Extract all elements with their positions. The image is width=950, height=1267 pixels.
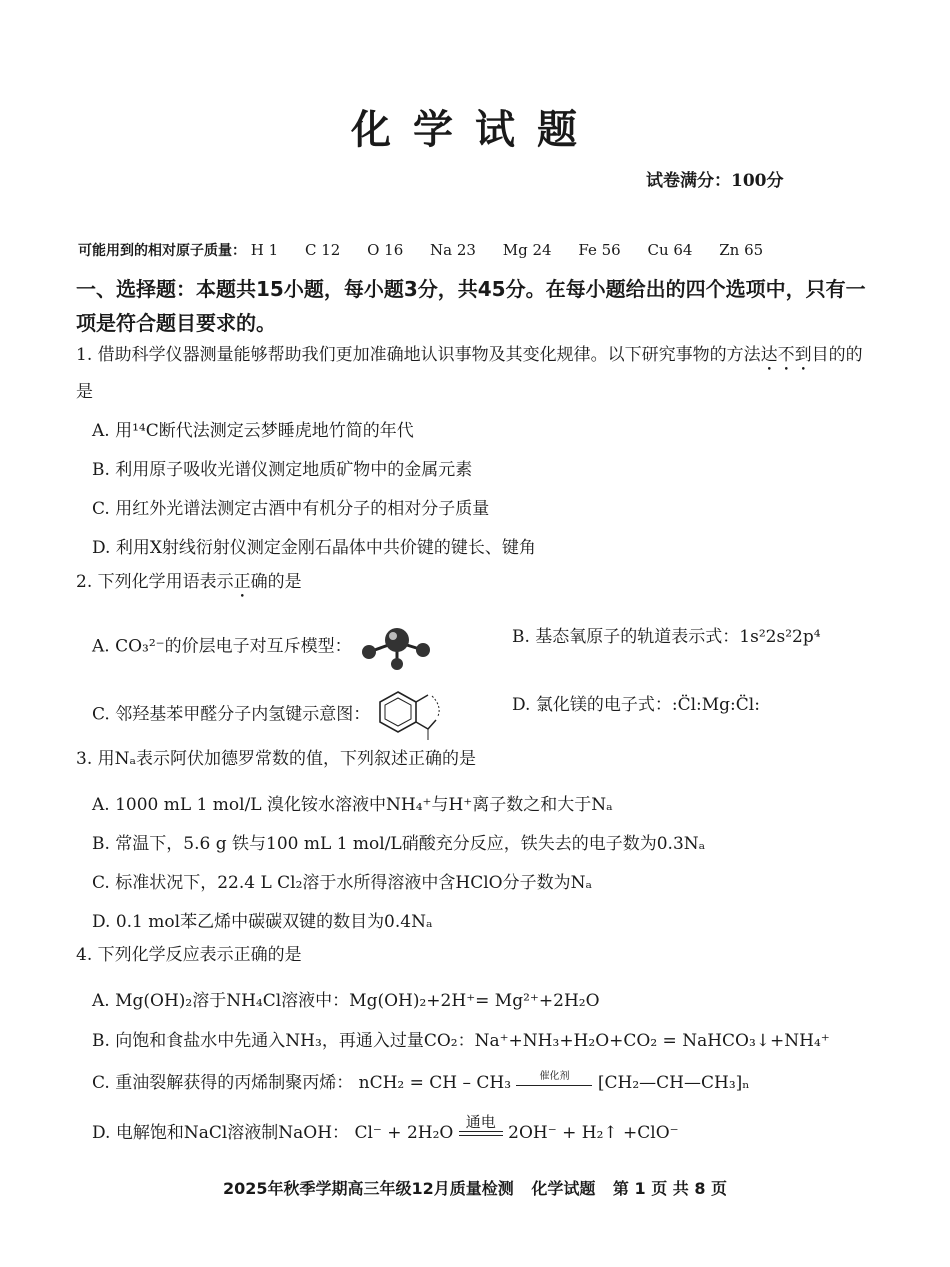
element-mass: Cu 64 [647,241,693,259]
question-4-option-c-product: [CH₂—CH—CH₃]ₙ [597,1073,750,1093]
question-2-option-d-text: D. 氯化镁的电子式： [512,695,672,715]
page-footer [0,1176,950,1199]
reaction-arrow [516,1071,592,1086]
question-4-option-b: B. 向饱和食盐水中先通入NH₃，再通入过量CO₂：Na⁺+NH₃+H₂O+CO₂ = NaHCO₃↓+NH₄⁺ [92,1031,830,1051]
question-2-text-a: 2. 下列化学用语表示 [76,572,234,592]
question-4-option-a: A. Mg(OH)₂溶于NH₄Cl溶液中：Mg(OH)₂+2H⁺= Mg²⁺+2H₂O [92,991,600,1011]
question-2-option-b: B. 基态氧原子的轨道表示式：1s²2s²2p⁴ [512,627,821,647]
element-mass: Zn 65 [719,241,764,259]
vsepr-model-icon [357,622,437,672]
question-1-option-c: C. 用红外光谱法测定古酒中有机分子的相对分子质量 [92,499,490,519]
electrolysis-condition: 通电 [465,1113,496,1131]
question-3-option-d: D. 0.1 mol苯乙烯中碳碳双键的数目为0.4Nₐ [92,912,433,932]
page-title: 化学试题 [351,107,599,153]
question-3-stem: 3. 用Nₐ表示阿伏加德罗常数的值，下列叙述正确的是 [76,749,477,769]
element-mass: Na 23 [430,241,476,259]
question-1-emphasis: 达不到 [760,345,812,365]
question-1-stem [76,338,876,409]
question-3-option-b: B. 常温下，5.6 g 铁与100 mL 1 mol/L硝酸充分反应，铁失去的电子数为0.3Nₐ [92,834,706,854]
question-2-option-c-text: C. 邻羟基苯甲醛分子内氢键示意图： [92,704,371,725]
question-4-option-c-reactant: nCH₂ = CH – CH₃ [358,1073,512,1093]
question-1-text-b: 目的的是 [76,345,863,402]
footer-subject: 化学试题 [531,1179,596,1198]
question-1-option-d: D. 利用X射线衍射仪测定金刚石晶体中共价键的键长、键角 [92,538,536,558]
element-mass: H 1 [250,241,279,259]
question-4-option-c-label: C. 重油裂解获得的丙烯制聚丙烯： [92,1073,354,1093]
question-4-option-d-label: D. 电解饱和NaCl溶液制NaOH： [92,1123,350,1143]
full-score: 试卷满分：100分 [646,171,784,191]
question-2-option-a [92,622,437,672]
question-2-stem [76,565,302,602]
question-2-option-a-text: A. CO₃²⁻的价层电子对互斥模型： [92,636,352,657]
element-mass: Fe 56 [578,241,621,259]
question-2-option-d-formula: :C̈l:Mg:C̈l: [671,695,760,715]
question-2-option-d [512,690,760,715]
question-2-option-c [92,686,456,744]
element-mass: C 12 [304,241,341,259]
question-3-option-a: A. 1000 mL 1 mol/L 溴化铵水溶液中NH₄⁺与H⁺离子数之和大于Nₐ [92,795,613,815]
footer-exam-name: 2025年秋季学期高三年级12月质量检测 [222,1179,514,1198]
footer-page-number: 第 1 页 共 8 页 [612,1179,728,1198]
atomic-mass-line [78,240,785,260]
atomic-mass-label: 可能用到的相对原子质量： [78,243,246,259]
question-1-option-b: B. 利用原子吸收光谱仪测定地质矿物中的金属元素 [92,460,473,480]
question-4-option-d [92,1113,679,1143]
question-2-text-b: 确的是 [250,572,302,592]
question-4-option-d-product: 2OH⁻ + H₂↑ +ClO⁻ [508,1123,679,1143]
question-4-option-d-reactant: Cl⁻ + 2H₂O [354,1123,454,1143]
question-4-stem: 4. 下列化学反应表示正确的是 [76,945,302,965]
element-mass: O 16 [367,241,404,259]
element-mass: Mg 24 [502,241,552,259]
section-heading: 一、选择题：本题共15小题，每小题3分，共45分。在每小题给出的四个选项中，只有一项是符合题目要求的。 [76,277,866,335]
catalyst-label: 催化剂 [539,1071,570,1082]
electrolysis-sign [459,1113,503,1136]
question-3-option-c: C. 标准状况下，22.4 L Cl₂溶于水所得溶液中含HClO分子数为Nₐ [92,873,593,893]
question-4-option-c [92,1068,750,1093]
question-1-option-a: A. 用¹⁴C断代法测定云梦睡虎地竹简的年代 [92,421,414,441]
question-1-text-a: 1. 借助科学仪器测量能够帮助我们更加准确地认识事物及其变化规律。以下研究事物的方法 [76,345,761,365]
question-2-emphasis: 正 [233,572,251,592]
hydrogen-bond-structure-icon [376,686,456,744]
